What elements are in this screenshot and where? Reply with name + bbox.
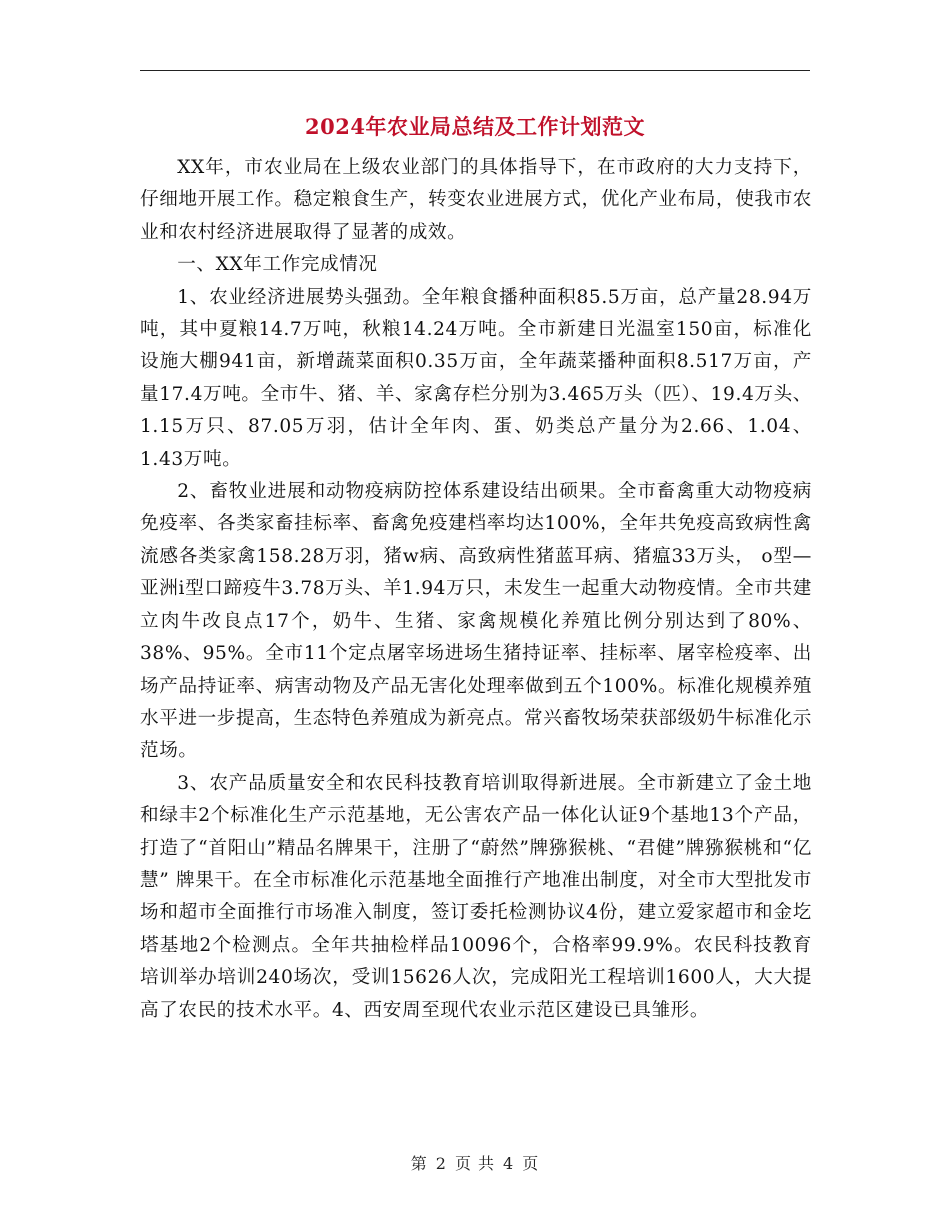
paragraph-item-1: 1、农业经济进展势头强劲。全年粮食播种面积85.5万亩，总产量28.94万吨，其中夏粮14.7万吨，秋粮14.24万吨。全市新建日光温室150亩，标准化设施大棚941亩，新增蔬菜面积0.35万亩，全年蔬菜播种面积8.517万亩，产量17.4万吨。全市牛、猪、羊、家禽存栏分别为3.465万头（匹）、19.4万头、1.15万只、87.05万羽，估计全年肉、蛋、奶类总产量分为2.66、1.04、1.43万吨。 xyxy=(140,286,812,470)
footer-total-pages: 4 xyxy=(503,1154,515,1173)
section-heading: 一、XX年工作完成情况 xyxy=(177,254,378,276)
footer-page-number: 2 xyxy=(435,1154,447,1173)
footer-prefix: 第 xyxy=(410,1154,428,1173)
document-body xyxy=(140,152,812,1027)
header-rule xyxy=(140,70,810,71)
page-footer xyxy=(0,1152,950,1176)
footer-middle: 页 共 xyxy=(454,1154,496,1173)
footer-suffix: 页 xyxy=(522,1154,540,1173)
paragraph-intro: XX年，市农业局在上级农业部门的具体指导下，在市政府的大力支持下，仔细地开展工作。稳定粮食生产，转变农业进展方式，优化产业布局，使我市农业和农村经济进展取得了显著的成效。 xyxy=(140,157,812,243)
paragraph-item-3: 3、农产品质量安全和农民科技教育培训取得新进展。全市新建立了金土地和绿丰2个标准化生产示范基地，无公害农产品一体化认证9个基地13个产品，打造了“首阳山”精品名牌果干，注册了“蔚然”牌猕猴桃、“君健”牌猕猴桃和“亿慧” 牌果干。在全市标准化示范基地全面推行产地准出制度，对全市大型批发市场和超市全面推行市场准入制度，签订委托检测协议4份，建立爱家超市和金圪塔基地2个检测点。全年共抽检样品10096个，合格率99.9%。农民科技教育培训举办培训240场次，受训15626人次，完成阳光工程培训1600人，大大提高了农民的技术水平。4、西安周至现代农业示范区建设已具雏形。 xyxy=(140,772,812,1021)
document-title: 2024年农业局总结及工作计划范文 xyxy=(305,114,645,139)
paragraph-item-2: 2、畜牧业进展和动物疫病防控体系建设结出硕果。全市畜禽重大动物疫病免疫率、各类家畜挂标率、畜禽免疫建档率均达100%，全年共免疫高致病性禽流感各类家禽158.28万羽，猪w病、高致病性猪蓝耳病、猪瘟33万头， o型—亚洲i型口蹄疫牛3.78万头、羊1.94万只，未发生一起重大动物疫情。全市共建立肉牛改良点17个，奶牛、生猪、家禽规模化养殖比例分别达到了80%、38%、95%。全市11个定点屠宰场进场生猪持证率、挂标率、屠宰检疫率、出场产品持证率、病害动物及产品无害化处理率做到五个100%。标准化规模养殖水平进一步提高，生态特色养殖成为新亮点。常兴畜牧场荣获部级奶牛标准化示范场。 xyxy=(140,481,812,762)
